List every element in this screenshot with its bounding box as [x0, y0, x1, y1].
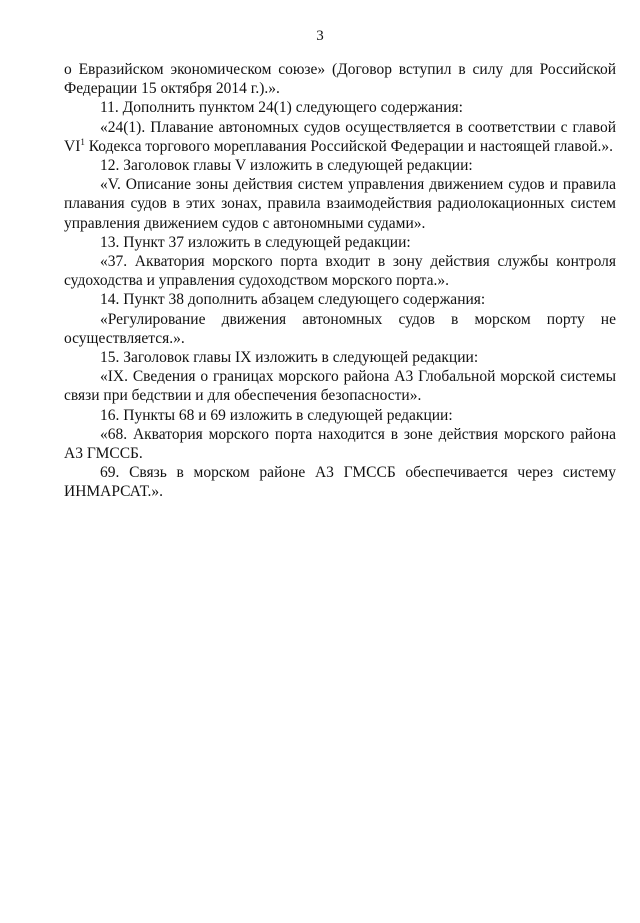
document-body — [64, 60, 616, 502]
quote-24-1-text-end: Кодекса торгового мореплавания Российской Федерации и настоящей главой.». — [84, 137, 614, 155]
paragraph-quote-69: 69. Связь в морском районе А3 ГМССБ обеспечивается через систему ИНМАРСАТ.». — [64, 464, 616, 501]
paragraph-quote-37: «37. Акватория морского порта входит в зону действия службы контроля судоходства и управления судоходством морского порта.». — [64, 253, 616, 290]
paragraph-item-13: 13. Пункт 37 изложить в следующей редакции: — [100, 233, 411, 251]
superscript-1: 1 — [80, 136, 85, 147]
quote-24-1-text-start: «24(1). Плавание автономных судов осуществляется в соответствии с главой VI — [64, 118, 616, 155]
paragraph-quote-68: «68. Акватория морского порта находится в зоне действия морского района А3 ГМССБ. — [64, 425, 616, 463]
paragraph-quote-chapter-ix: «IX. Сведения о границах морского района А3 Глобальной морской системы связи при бедствии и для обеспечения безопасности». — [64, 368, 616, 405]
paragraph-quote-24-1 — [64, 118, 616, 156]
paragraph-item-11: 11. Дополнить пунктом 24(1) следующего содержания: — [100, 99, 463, 117]
paragraph-item-12: 12. Заголовок главы V изложить в следующей редакции: — [100, 157, 473, 175]
paragraph-quote-38: «Регулирование движения автономных судов в морском порту не осуществляется.». — [64, 310, 616, 347]
paragraph-continuation: о Евразийском экономическом союзе» (Договор вступил в силу для Российской Федерации 15 октября 2014 г.).». — [64, 61, 616, 98]
paragraph-item-14: 14. Пункт 38 дополнить абзацем следующего содержания: — [100, 291, 486, 309]
page-number: 3 — [316, 28, 324, 44]
paragraph-item-15: 15. Заголовок главы IX изложить в следующей редакции: — [100, 349, 479, 367]
paragraph-quote-chapter-v: «V. Описание зоны действия систем управления движением судов и правила плавания судов в этих зонах, правила взаимодействия радиолокационных систем управления движением судов с автономными судами». — [64, 176, 616, 232]
paragraph-item-16: 16. Пункты 68 и 69 изложить в следующей редакции: — [100, 406, 453, 424]
